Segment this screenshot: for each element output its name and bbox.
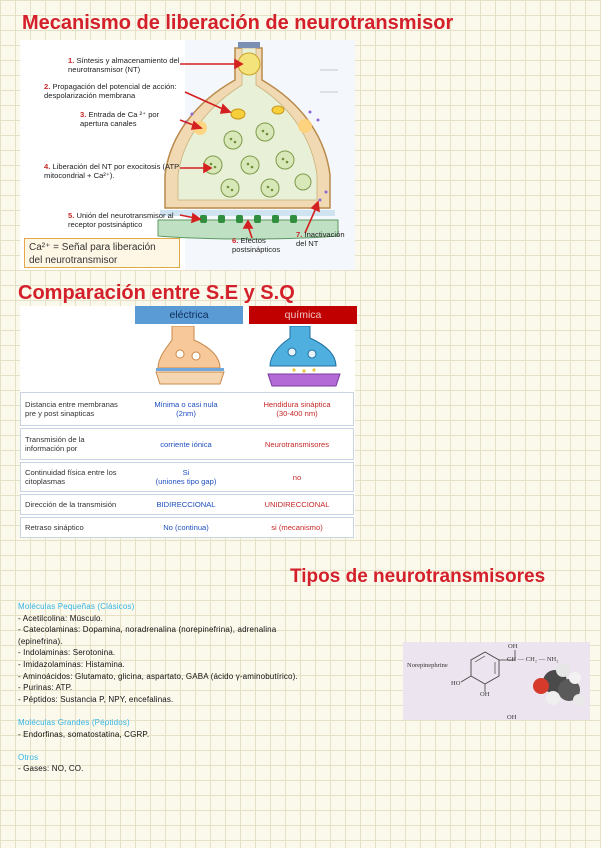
mechanism-title: Mecanismo de liberación de neurotransmisor xyxy=(22,12,454,34)
chemical-value: Hendidura sináptica (30-400 nm) xyxy=(263,400,331,418)
oh-bottom: OH xyxy=(480,691,490,698)
calcium-signal-note xyxy=(24,238,180,268)
electrical-synapse-image xyxy=(150,326,230,386)
list-item: - Aminoácidos: Glutamato, glicina, aspartato, GABA (ácido γ-aminobutírico). xyxy=(18,671,298,681)
step-6-label: 6. Efectos postsinápticos xyxy=(232,236,281,254)
side-chain: CH — CH₂ — NH₂ xyxy=(507,656,559,663)
space-filling-model xyxy=(533,663,585,706)
step-7-label: 7. Inactivación del NT xyxy=(296,230,345,248)
comparison-row-direction xyxy=(20,494,354,515)
chemical-value: UNIDIRECCIONAL xyxy=(264,500,330,509)
header-quimica: química xyxy=(249,306,357,324)
list-item: - Endorfinas, somatostatina, CGRP. xyxy=(18,729,150,739)
neurotransmitter-types-list xyxy=(18,601,408,775)
list-item: - Catecolaminas: Dopamina, noradrenalina (norepinefrina), adrenalina xyxy=(18,625,277,635)
large-molecules-heading: Moléculas Grandes (Péptidos) xyxy=(18,717,130,727)
synapse-release-figure xyxy=(20,40,355,270)
list-item: - Imidazolaminas: Histamina. xyxy=(18,659,125,669)
norepinephrine-structure xyxy=(403,642,590,720)
step-4-label: 4. Liberación del NT por exocitosis (ATP mitocondrial + Ca²⁺). xyxy=(44,162,180,180)
feature-label: Transmisión de la información por xyxy=(25,435,85,453)
feature-label: Distancia entre membranas pre y post sinapticas xyxy=(25,400,118,418)
calcium-note-line-2: del neurotransmisor xyxy=(29,255,118,266)
chemical-value: si (mecanismo) xyxy=(271,523,323,532)
chemical-value: no xyxy=(292,473,302,482)
list-item: - Purinas: ATP. xyxy=(18,683,73,693)
electrical-value: Si (uniones tipo gap) xyxy=(155,468,217,486)
electrical-value: No (continua) xyxy=(163,523,209,532)
comparison-row-transmission xyxy=(20,428,354,460)
list-item: - Gases: NO, CO. xyxy=(18,764,84,774)
step-5-label: 5. Unión del neurotransmisor al receptor postsináptico xyxy=(68,211,174,229)
comparison-title: Comparación entre S.E y S.Q xyxy=(18,282,295,304)
synapse-comparison-table xyxy=(20,306,355,538)
list-item: - Indolaminas: Serotonina. xyxy=(18,648,116,658)
step-2-label: 2. Propagación del potencial de acción: despolarización membrana xyxy=(44,82,177,100)
oh-cut: OH xyxy=(507,714,517,720)
comparison-row-continuity xyxy=(20,462,354,492)
small-molecules-heading: Moléculas Pequeñas (Clásicos) xyxy=(18,602,135,611)
electrical-value: corriente iónica xyxy=(160,440,212,449)
oh-top: OH xyxy=(508,643,518,650)
header-electrica: eléctrica xyxy=(135,306,243,324)
comparison-row-delay xyxy=(20,517,354,538)
benzene-ring-diagram xyxy=(403,642,590,720)
chemical-value: Neurotransmisores xyxy=(264,440,330,449)
feature-label: Continuidad física entre los citoplasmas xyxy=(25,468,117,486)
others-heading: Otros xyxy=(18,752,39,762)
chemical-synapse-image xyxy=(264,326,344,388)
list-item: (epinefrina). xyxy=(18,636,63,646)
step-3-label: 3. Entrada de Ca ²⁺ por apertura canales xyxy=(80,110,160,128)
feature-label: Dirección de la transmisión xyxy=(25,500,117,509)
electrical-value: Mínima o casi nula (2nm) xyxy=(154,400,218,418)
electrical-value: BIDIRECCIONAL xyxy=(156,500,216,509)
ho-left: HO xyxy=(451,680,461,687)
list-item: - Péptidos: Sustancia P, NPY, encefalinas. xyxy=(18,694,174,704)
molecule-name: Norepinephrine xyxy=(407,662,448,669)
calcium-note-line-1: Ca²⁺ = Señal para liberación xyxy=(29,242,156,253)
feature-label: Retraso sináptico xyxy=(25,523,84,532)
comparison-row-distance xyxy=(20,392,354,426)
step-1-label: 1. Síntesis y almacenamiento del neurotransmisor (NT) xyxy=(68,56,180,74)
list-item: - Acetilcolina: Músculo. xyxy=(18,613,103,623)
types-title: Tipos de neurotransmisores xyxy=(290,566,546,587)
